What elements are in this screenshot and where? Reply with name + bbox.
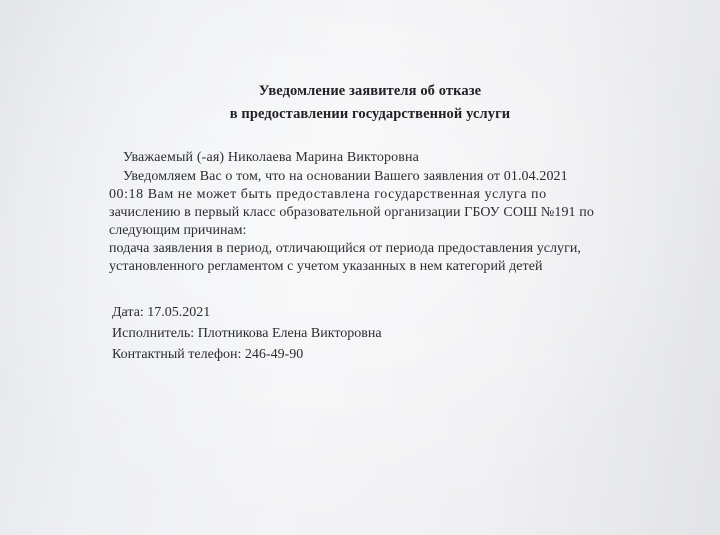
executor-line: Исполнитель: Плотникова Елена Викторовна [112, 326, 382, 341]
document-title-line1: Уведомление заявителя об отказе [258, 83, 482, 99]
greeting: Уважаемый (-ая) Николаева Марина Викторовна [123, 150, 420, 165]
reason-line: подача заявления в период, отличающийся от периода предоставления услуги, [109, 241, 581, 256]
body-line: 00:18 Вам не может быть предоставлена государственная услуга по [109, 187, 547, 202]
contact-phone-line: Контактный телефон: 246-49-90 [112, 347, 304, 362]
reason-line: установленного регламентом с учетом указанных в нем категорий детей [109, 259, 543, 274]
body-line: Уведомляем Вас о том, что на основании Вашего заявления от 01.04.2021 [123, 169, 568, 184]
date-line: Дата: 17.05.2021 [112, 305, 211, 320]
document-title-line2: в предоставлении государственной услуги [229, 106, 511, 122]
body-line: зачислению в первый класс образовательной организации ГБОУ СОШ №191 по [109, 205, 594, 220]
body-line: следующим причинам: [109, 223, 247, 238]
